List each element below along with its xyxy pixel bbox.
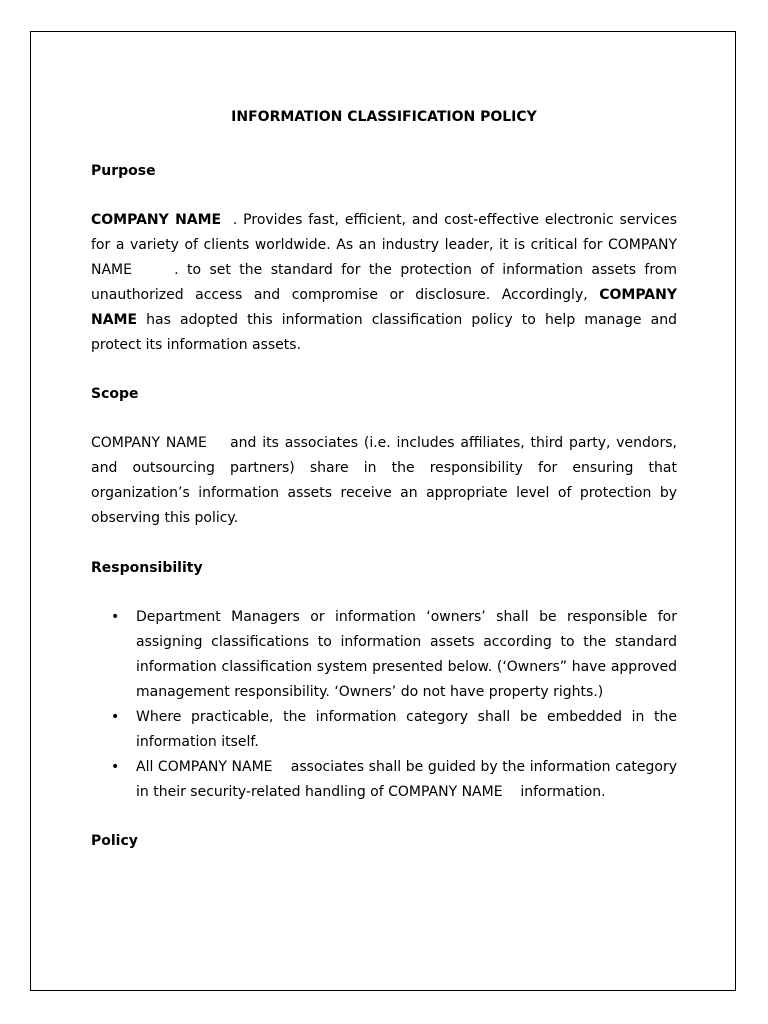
purpose-heading: Purpose [91, 163, 156, 179]
company-name-bold: COMPANY NAME [91, 212, 222, 228]
list-item [91, 705, 677, 755]
bullet-icon: • [111, 759, 120, 775]
responsibility-list [91, 605, 682, 805]
list-item-text: Where practicable, the information category shall be embedded in the information itself. [136, 709, 677, 750]
list-item-text: Department Managers or information ‘owners’ shall be responsible for assigning classifications to information assets according to the standard information classification system presented below. (‘Owners” have approved management responsibility. ‘Owners’ do not have property rights.) [136, 609, 677, 700]
bullet-icon: • [111, 709, 120, 725]
purpose-text-part2: has adopted this information classification policy to help manage and protect its information assets. [91, 312, 677, 353]
list-item [91, 605, 677, 705]
list-item-text: All COMPANY NAME associates shall be guided by the information category in their security-related handling of COMPANY NAME information. [136, 759, 682, 800]
company-name-bold: COMPANY NAME [91, 287, 677, 328]
bullet-icon: • [111, 609, 120, 625]
scope-heading: Scope [91, 386, 139, 402]
purpose-text-part1: . Provides fast, efficient, and cost-effective electronic services for a variety of clients worldwide. As an industry leader, it is critical for COMPANY NAME . to set the standard for the protection of information assets from unauthorized access and compromise or disclosure. Accordingly, [91, 212, 682, 303]
responsibility-heading: Responsibility [91, 560, 203, 576]
document-title: INFORMATION CLASSIFICATION POLICY [231, 109, 537, 125]
scope-paragraph: COMPANY NAME and its associates (i.e. includes affiliates, third party, vendors, and outsourcing partners) share in the responsibility for ensuring that organization’s information assets receive an appropriate level of protection by observing this policy. [91, 435, 682, 526]
purpose-paragraph [91, 208, 682, 358]
list-item [91, 755, 682, 805]
document-page [30, 31, 736, 991]
policy-heading: Policy [91, 833, 138, 849]
